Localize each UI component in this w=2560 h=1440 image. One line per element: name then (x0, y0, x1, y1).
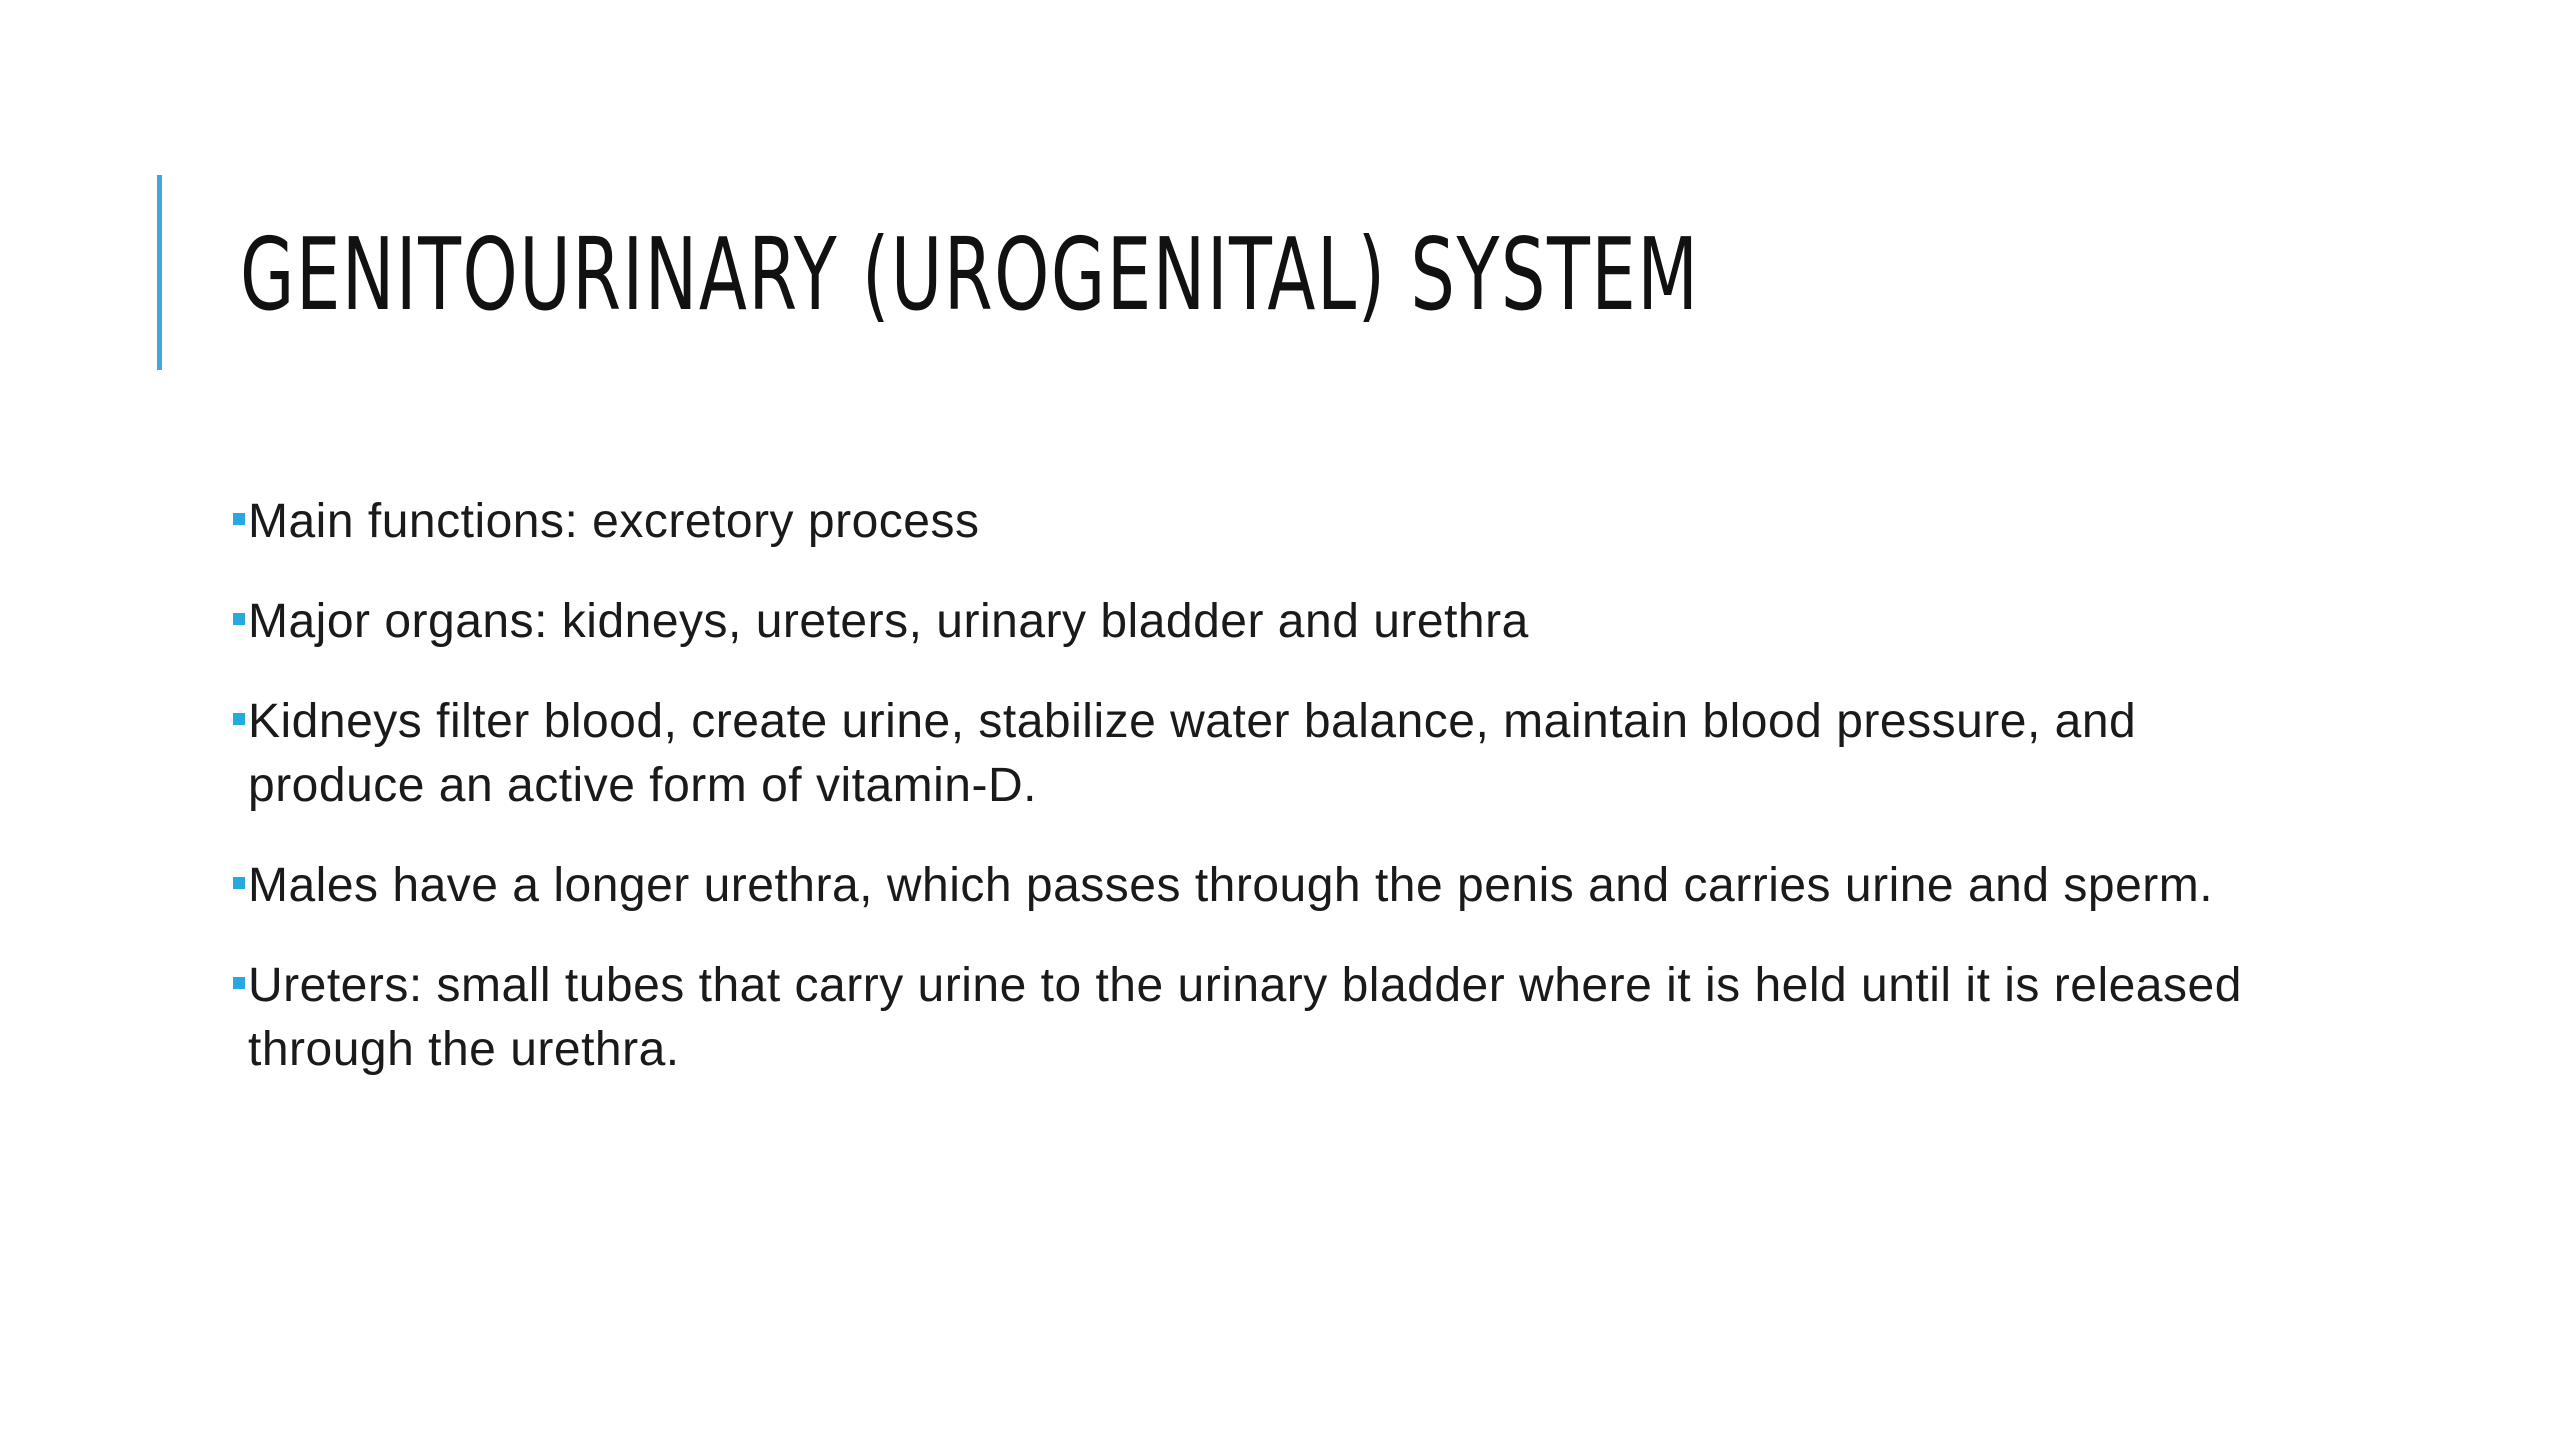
bullet-list (230, 490, 2270, 1118)
slide-title: GENITOURINARY (UROGENITAL) SYSTEM (240, 216, 1700, 333)
bullet-item (230, 490, 2270, 554)
bullet-text: Males have a longer urethra, which passes through the penis and carries urine and sperm. (248, 859, 2214, 912)
square-bullet-icon (233, 977, 245, 989)
square-bullet-icon (233, 613, 245, 625)
bullet-item (230, 690, 2270, 818)
bullet-text: Kidneys filter blood, create urine, stabilize water balance, maintain blood pressure, and produce an active form of vitamin-D. (248, 695, 2137, 812)
bullet-item (230, 590, 2270, 654)
bullet-item (230, 854, 2270, 918)
bullet-item (230, 954, 2270, 1082)
bullet-text: Main functions: excretory process (248, 495, 980, 548)
square-bullet-icon (233, 877, 245, 889)
bullet-text: Ureters: small tubes that carry urine to the urinary bladder where it is held until it is released through the urethra. (248, 959, 2242, 1076)
square-bullet-icon (233, 713, 245, 725)
bullet-text: Major organs: kidneys, ureters, urinary bladder and urethra (248, 595, 1529, 648)
title-accent-bar (157, 175, 162, 370)
square-bullet-icon (233, 513, 245, 525)
